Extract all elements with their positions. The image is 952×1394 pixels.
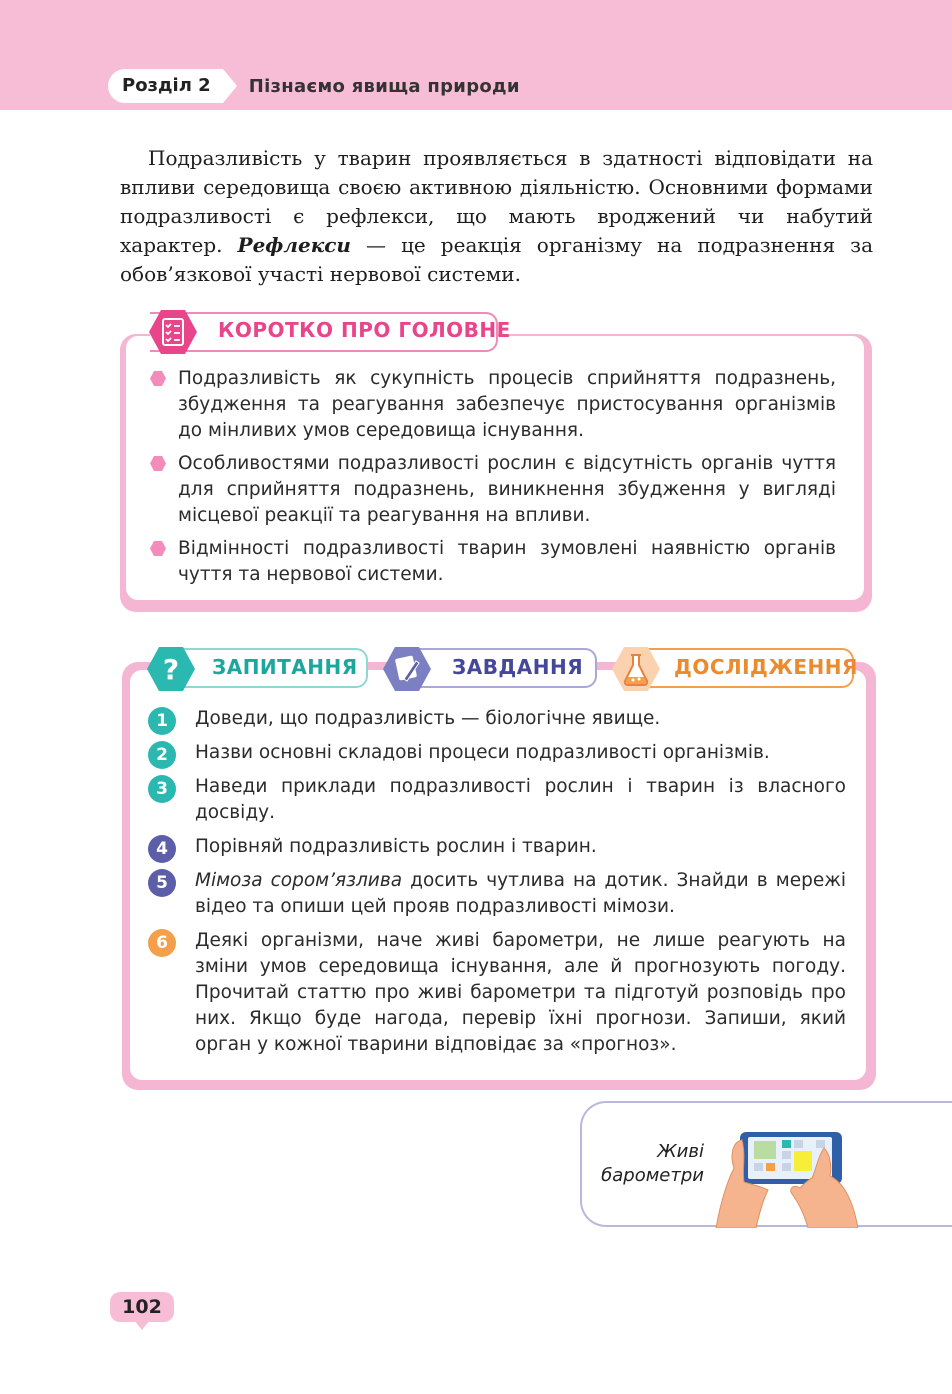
link-card-line-1: Живі [657,1141,704,1162]
section-title: Пізнаємо явища природи [248,75,520,97]
question-text: досить чутлива на дотик. Знайди в мережі відео та опиши цей прояв подразливості мімози. [195,870,847,917]
intro-text-1: Подразливість у тварин проявляється в здатності відповідати на впливи середовища своєю активною діяльністю. Основними формами подразливості є рефлекси, що мають вроджений чи набутий характер. [120,146,873,257]
question-em-text: Мімоза сором’язлива [195,870,403,891]
question-number: 2 [148,741,176,769]
question-number: 6 [148,929,176,957]
summary-item-text: Особливостями подразливості рослин є відсутність органів чуття для сприйняття подразнень, виникнення збудження у вигляді місцевої реакції та реагування на впливи. [178,453,836,526]
question-text: Деякі організми, наче живі барометри, не лише реагують на зміни умов середовища існування, але й прогнозують погоду. Прочитай статтю про живі барометри та підготуй розповідь про них. Якщо буде нагода, перевір їхні прогнози. Запиши, який орган у кожної тварини відповідає за «прогноз». [195,930,846,1055]
tablet-hands-icon[interactable] [712,1126,862,1228]
summary-item [150,536,836,588]
question-item [148,774,846,826]
question-text: Доведи, що подразливість — біологічне явище. [195,708,661,729]
question-item [148,868,846,920]
intro-paragraph [120,144,873,289]
pencil-note-icon [382,645,432,693]
intro-text-2: — це реакція організму на подразнення за обов’язкової участі нервової системи. [120,233,873,286]
question-item [148,834,846,860]
question-text: Наведи приклади подразливості рослин і тварин із власного досвіду. [195,776,846,823]
tab-research-label: ДОСЛІДЖЕННЯ [674,655,858,679]
summary-item-text: Відмінності подразливості тварин зумовлені наявністю органів чуття та нервової системи. [178,538,836,585]
link-card-label[interactable] [596,1140,704,1188]
questions-list [148,706,846,1066]
bullet-hexagon-icon [150,456,166,471]
flask-icon [611,645,661,693]
question-item [148,706,846,732]
summary-item [150,366,836,444]
question-mark-icon [146,645,196,693]
breadcrumb-arrow-icon [223,69,237,103]
summary-title: КОРОТКО ПРО ГОЛОВНЕ [218,318,511,342]
link-card-line-2: барометри [601,1165,704,1186]
question-number: 3 [148,775,176,803]
question-number: 4 [148,835,176,863]
checklist-icon [148,308,198,356]
page-number: 102 [110,1292,174,1322]
page-number-tail [134,1320,150,1330]
section-breadcrumb [108,69,520,103]
tab-tasks-label: ЗАВДАННЯ [452,655,584,679]
summary-list [150,366,836,595]
bullet-hexagon-icon [150,371,166,386]
question-text: Назви основні складові процеси подразливості організмів. [195,742,770,763]
intro-term: Рефлекси [237,233,351,257]
svg-text:?: ? [162,653,180,686]
bullet-hexagon-icon [150,541,166,556]
question-number: 5 [148,869,176,897]
question-text: Порівняй подразливість рослин і тварин. [195,836,597,857]
question-item [148,928,846,1058]
question-item [148,740,846,766]
summary-item [150,451,836,529]
section-number: Розділ 2 [108,69,223,103]
summary-item-text: Подразливість як сукупність процесів сприйняття подразнень, збудження та реагування забезпечує пристосування організмів до мінливих умов середовища існування. [178,368,836,441]
question-number: 1 [148,707,176,735]
tab-questions-label: ЗАПИТАННЯ [212,655,358,679]
